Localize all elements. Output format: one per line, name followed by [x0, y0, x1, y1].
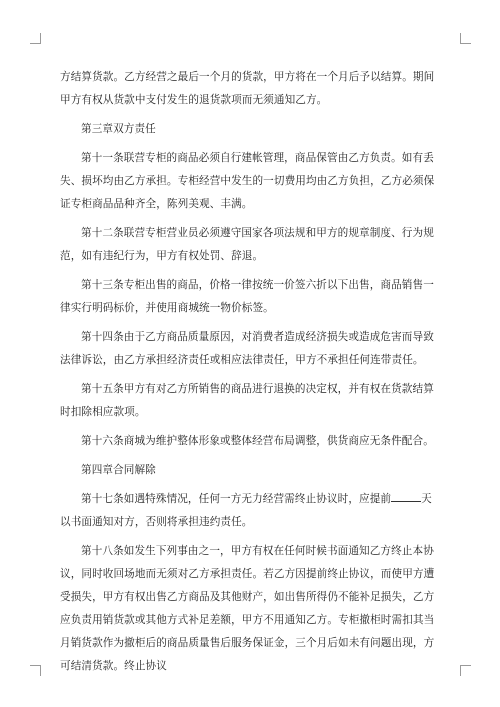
article-15: 第十五条甲方有对乙方所销售的商品进行退换的决定权，并有权在货款结算时扣除相应款项。	[60, 383, 434, 418]
article-17-text-before: 第十七条如遇特殊情况，任何一方无力经营需终止协议时，应提前	[81, 493, 392, 505]
crop-mark-top-right	[460, 33, 471, 44]
article-12: 第十二条联营专柜营业员必须遵守国家各项法规和甲方的规章制度、行为规范，如有违纪行为，甲方有权处罚、辞退。	[60, 227, 434, 262]
article-17-text-after: 天以书面通知对方，否则将承担违约责任。	[60, 493, 432, 528]
chapter-4-heading: 第四章合同解除	[81, 464, 156, 476]
article-14: 第十四条由于乙方商品质量原因，对消费者造成经济损失或造成危害而导致法律诉讼，由乙方承担经济责任或相应法律责任，甲方不承担任何连带责任。	[60, 331, 434, 366]
crop-mark-top-left	[30, 33, 41, 44]
notice-days-blank[interactable]	[391, 491, 421, 502]
crop-mark-bottom-left	[30, 665, 41, 676]
article-11: 第十一条联营专柜的商品必须自行建帐管理，商品保管由乙方负责。如有丢失、损坏均由乙方承担。专柜经营中发生的一切费用均由乙方负担，乙方必须保证专柜商品品种齐全，陈列美观、丰满。	[60, 152, 435, 210]
article-13: 第十三条专柜出售的商品，价格一律按统一价签六折以下出售，商品销售一律实行明码标价，并使用商城统一物价标签。	[60, 279, 434, 314]
paragraph-continuation: 方结算货款。乙方经营之最后一个月的货款，甲方将在一个月后予以结算。期间甲方有权从货款中支付发生的退货款项而无须通知乙方。	[60, 71, 435, 106]
crop-mark-bottom-right	[460, 665, 471, 676]
article-17	[60, 488, 441, 534]
document-body	[60, 66, 441, 684]
article-16: 第十六条商城为维护整体形象或整体经营布局调整，供货商应无条件配合。	[81, 435, 434, 447]
chapter-3-heading: 第三章双方责任	[81, 123, 156, 135]
article-18: 第十八条如发生下列事由之一，甲方有权在任何时候书面通知乙方终止本协议，同时收回场地而无须对乙方承担责任。若乙方因提前终止协议，而使甲方遭受损失，甲方有权出售乙方商品及其他财产，如出售所得仍不能补足损失，乙方应负责用销货款或其他方式补足差额，甲方不用通知乙方。专柜撤柜时需扣其当月销货款作为撤柜后的商品质量售后服务保证金，三个月后如未有问题出现，方可结清货款。终止协议	[60, 545, 435, 672]
